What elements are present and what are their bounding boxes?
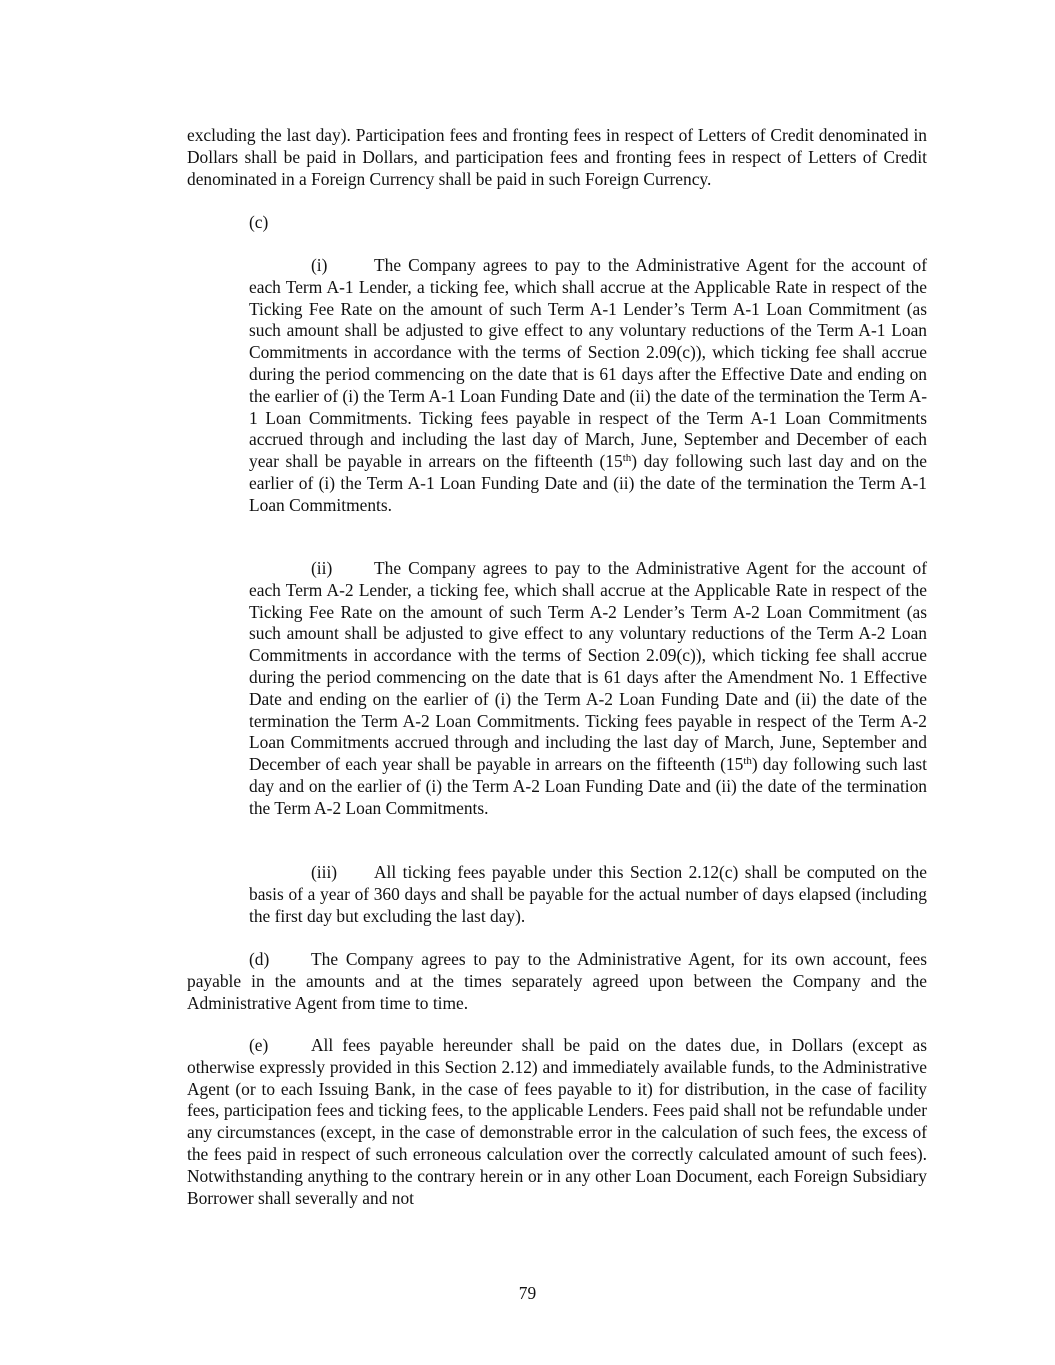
clause-c-i-text-end: ) day following such last day and on the earlier of (i) the Term A-1 Loan Funding Date and (ii) the date of the termination the Term A-1 Loan Commitments. bbox=[249, 451, 927, 515]
clause-e-number: (e) bbox=[249, 1035, 269, 1055]
clause-c-ii-text-end: ) day following such last day and on the earlier of (i) the Term A-2 Loan Funding Date and (ii) the date of the termination the Term A-2 Loan Commitments. bbox=[249, 754, 927, 818]
clause-e-text: All fees payable hereunder shall be paid on the dates due, in Dollars (except as otherwise expressly provided in this Section 2.12) and immediately available funds, to the Administrative Agent (or to each Issuing Bank, in the case of fees payable to it) for distribution, in the case of facility fees, participation fees and ticking fees, to the applicable Lenders. Fees paid shall not be refundable under any circumstances (except, in the case of demonstrable error in the calculation of such fees, the excess of the fees paid in respect of such erroneous calculation over the correctly calculated amount of such fees). Notwithstanding anything to the contrary herein or in any other Loan Document, each Foreign Subsidiary Borrower shall severally and not bbox=[187, 1035, 927, 1208]
clause-c-ii bbox=[249, 558, 927, 820]
clause-c-iii-number: (iii) bbox=[311, 862, 338, 882]
clause-c-i-text: The Company agrees to pay to the Administrative Agent for the account of each Term A-1 Lender, a ticking fee, which shall accrue at the Applicable Rate in respect of the Ticking Fee Rate on the amount of such Term A-1 Lender’s Term A-1 Loan Commitment (as such amount shall be adjusted to give effect to any voluntary reductions of the Term A-1 Loan Commitments in accordance with the terms of Section 2.09(c)), which ticking fee shall accrue during the period commencing on the date that is 61 days after the Effective Date and ending on the earlier of (i) the Term A-1 Loan Funding Date and (ii) the date of the termination the Term A-1 Loan Commitments. Ticking fees payable in respect of the Term A-1 Loan Commitments accrued through and including the last day of March, June, September and December of each year shall be payable in arrears on the fifteenth (15 bbox=[249, 255, 927, 472]
clause-c-ii-superscript: th bbox=[743, 755, 752, 768]
page-number: 79 bbox=[518, 1283, 537, 1303]
clause-c-ii-text: The Company agrees to pay to the Administrative Agent for the account of each Term A-2 Lender, a ticking fee, which shall accrue at the Applicable Rate in respect of the Ticking Fee Rate on the amount of such Term A-2 Lender’s Term A-2 Loan Commitment (as such amount shall be adjusted to give effect to any voluntary reductions of the Term A-2 Loan Commitments in accordance with the terms of Section 2.09(c)), which ticking fee shall accrue during the period commencing on the date that is 61 days after the Amendment No. 1 Effective Date and ending on the earlier of (i) the Term A-2 Loan Funding Date and (ii) the date of the termination the Term A-2 Loan Commitments. Ticking fees payable in respect of the Term A-2 Loan Commitments accrued through and including the last day of March, June, September and December of each year shall be payable in arrears on the fifteenth (15 bbox=[249, 558, 927, 775]
clause-d bbox=[187, 949, 927, 1014]
clause-c-iii-text: All ticking fees payable under this Section 2.12(c) shall be computed on the basis of a year of 360 days and shall be payable for the actual number of days elapsed (including the first day but excluding the last day). bbox=[249, 862, 927, 926]
clause-c-ii-number: (ii) bbox=[311, 558, 333, 578]
paragraph-continuation: excluding the last day). Participation fees and fronting fees in respect of Letters of Credit denominated in Dollars shall be paid in Dollars, and participation fees and fronting fees in respect of Letters of Credit denominated in a Foreign Currency shall be paid in such Foreign Currency. bbox=[187, 125, 927, 189]
clause-d-number: (d) bbox=[249, 949, 270, 969]
clause-c-iii bbox=[249, 862, 927, 927]
clause-c-i-superscript: th bbox=[622, 452, 632, 465]
clause-e bbox=[187, 1035, 927, 1209]
clause-d-text: The Company agrees to pay to the Administrative Agent, for its own account, fees payable in the amounts and at the times separately agreed upon between the Company and the Administrative Agent from time to time. bbox=[187, 949, 927, 1013]
clause-c-i bbox=[249, 255, 927, 517]
clause-c-label: (c) bbox=[249, 212, 269, 232]
clause-c-i-number: (i) bbox=[311, 255, 328, 275]
